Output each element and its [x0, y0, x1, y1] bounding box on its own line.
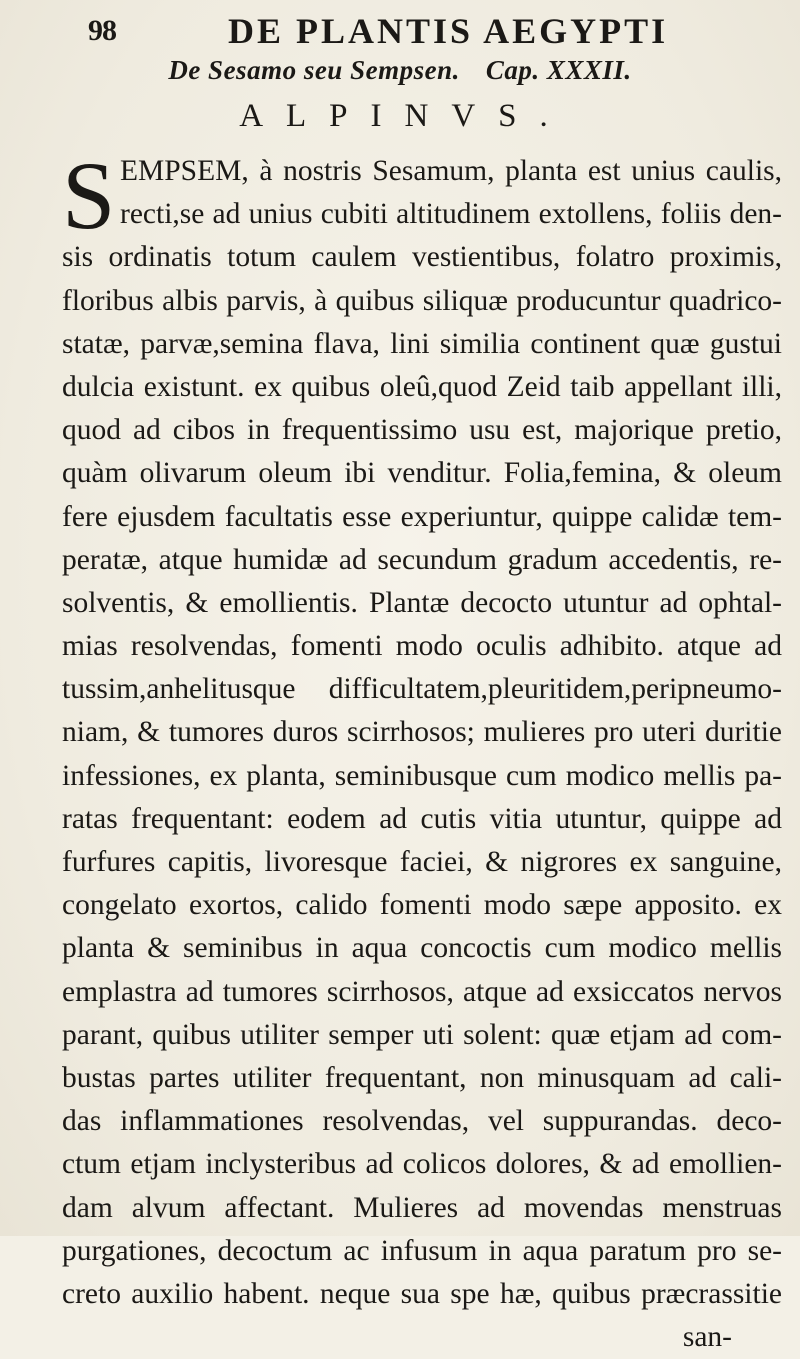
text-line: niam, & tumores duros scirrhosos; mulieres pro uteri duritie	[62, 716, 782, 749]
text-line: mias resolvendas, fomenti modo oculis adhibito. atque ad	[62, 630, 782, 663]
author-name: ALPINVS.	[239, 98, 571, 134]
text-line: recti,se ad unius cubiti altitudinem extollens, foliis den-	[120, 198, 782, 231]
text-line: congelato exortos, calido fomenti modo sæpe apposito. ex	[62, 889, 782, 922]
text-line: furfures capitis, livoresque faciei, & nigrores ex sanguine,	[62, 846, 782, 878]
text-line: das inflammationes resolvendas, vel suppurandas. deco-	[62, 1105, 782, 1138]
text-line: fere ejusdem facultatis esse experiuntur, quippe calidæ tem-	[62, 500, 782, 533]
text-line: planta & seminibus in aqua concoctis cum modico mellis	[62, 932, 782, 965]
text-line: emplastra ad tumores scirrhosos, atque ad exsiccatos nervos	[62, 975, 782, 1008]
text-line: ratas frequentant: eodem ad cutis vitia utuntur, quippe ad	[62, 802, 782, 835]
text-line: parant, quibus utiliter semper uti solent: quæ etjam ad com-	[62, 1018, 782, 1051]
drop-cap: S	[62, 142, 116, 249]
chapter-label: Cap. XXXII.	[485, 55, 632, 85]
body-text	[62, 142, 782, 1359]
page-header	[88, 10, 740, 50]
page-number: 98	[88, 14, 116, 47]
text-line: solventis, & emollientis. Plantæ decocto utuntur ad ophtal-	[62, 586, 782, 619]
text-line: creto auxilio habent. neque sua spe hæ, quibus præcrassitie	[62, 1277, 782, 1310]
text-line: peratæ, atque humidæ ad secundum gradum accedentis, re-	[62, 543, 782, 576]
text-line: infessiones, ex planta, seminibusque cum modico mellis pa-	[62, 759, 782, 792]
text-line: purgationes, decoctum ac infusum in aqua paratum pro se-	[62, 1234, 782, 1267]
first-paragraph	[62, 142, 782, 249]
catchword: san-	[682, 1321, 732, 1354]
text-line: tussim,anhelitusque difficultatem,pleuritidem,peripneumo-	[62, 673, 782, 706]
text-line: sis ordinatis totum caulem vestientibus, folatro proximis,	[62, 241, 782, 274]
running-head: DE PLANTIS AEGYPTI	[228, 11, 669, 51]
text-line: quod ad cibos in frequentissimo usu est, majorique pretio,	[62, 414, 782, 447]
text-line: quàm olivarum oleum ibi venditur. Folia,femina, & oleum	[62, 457, 782, 490]
text-line: bustas partes utiliter frequentant, non minusquam ad cali-	[62, 1061, 782, 1094]
text-line: dulcia existunt. ex quibus oleû,quod Zeid taib appellant illi,	[62, 370, 782, 403]
text-line: floribus albis parvis, à quibus siliquæ producuntur quadrico-	[62, 284, 782, 317]
text-line: ctum etjam inclysteribus ad colicos dolores, & ad emollien-	[62, 1148, 782, 1181]
chapter-heading	[0, 55, 800, 86]
chapter-title: De Sesamo seu Sempsen.	[168, 55, 460, 85]
text-line: dam alvum affectant. Mulieres ad movendas menstruas	[62, 1191, 782, 1224]
text-line: EMPSEM, à nostris Sesamum, planta est unius caulis,	[120, 155, 782, 187]
text-line: statæ, parvæ,semina flava, lini similia continent quæ gustui	[62, 327, 782, 360]
